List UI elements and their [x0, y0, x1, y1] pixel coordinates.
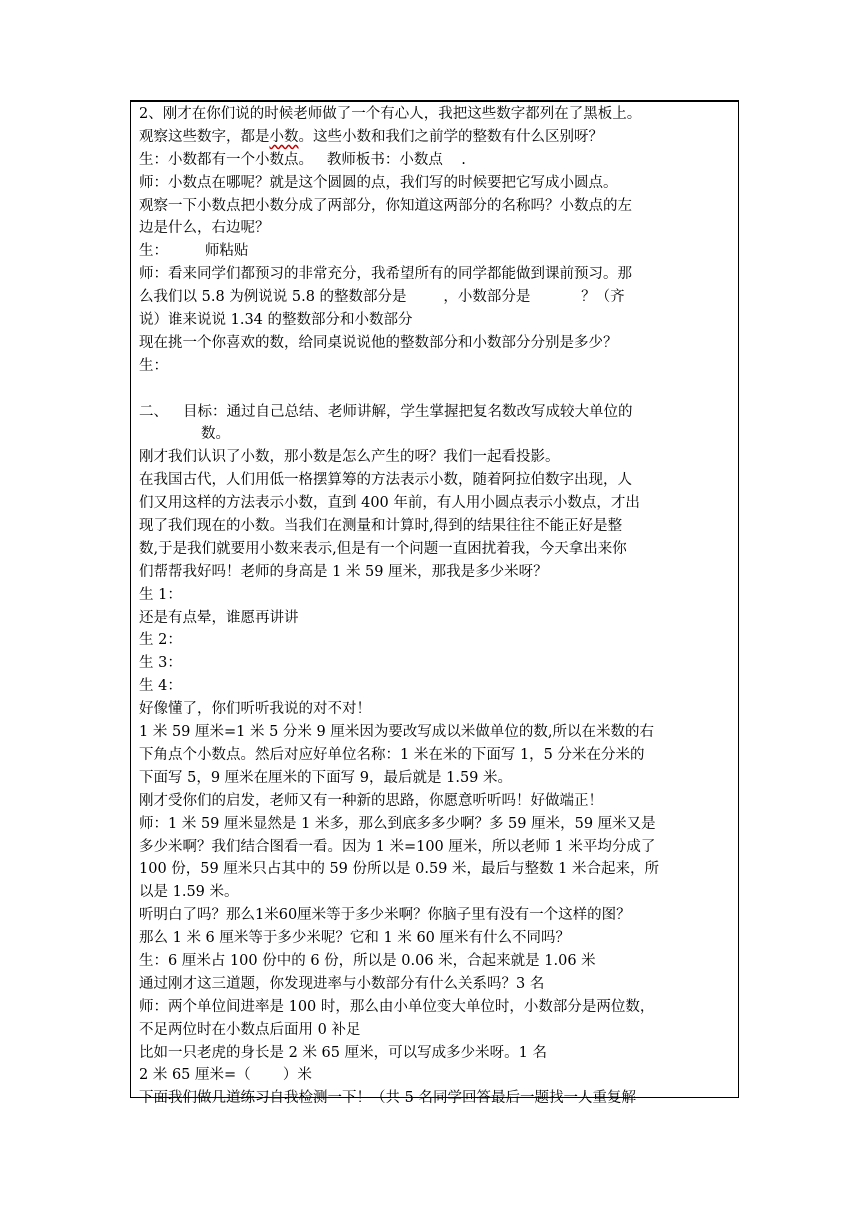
lesson-text: [139, 103, 735, 1110]
text-line: 么我们以 5.8 为例说说 5.8 的整数部分是 ，小数部分是 ？（齐: [139, 289, 625, 306]
text-line: 下角点个小数点。然后对应好单位名称：1 米在米的下面写 1，5 分米在分米的: [139, 746, 645, 763]
text-line: 说）谁来说说 1.34 的整数部分和小数部分: [139, 312, 413, 329]
text-line: 生 1：: [139, 586, 182, 603]
text-line: 还是有点晕，谁愿再讲讲: [139, 609, 299, 626]
text-line: 生：6 厘米占 100 份中的 6 份，所以是 0.06 米，合起来就是 1.06 米: [139, 952, 596, 969]
text-line: 师：1 米 59 厘米显然是 1 米多，那么到底多多少啊？多 59 厘米，59 厘米又是: [139, 815, 656, 832]
text-line: 那么 1 米 6 厘米等于多少米呢？它和 1 米 60 厘米有什么不同吗？: [139, 930, 570, 947]
text-line: [139, 126, 735, 149]
text-line: 生：: [139, 357, 168, 374]
blank-line: [139, 378, 735, 401]
text-line: 师：看来同学们都预习的非常充分，我希望所有的同学都能做到课前预习。那: [139, 266, 632, 283]
text-line: 比如一只老虎的身长是 2 米 65 厘米，可以写成多少米呀。1 名: [139, 1044, 547, 1061]
spellcheck-underlined-word: 小数: [269, 128, 299, 145]
text-line: 们帮帮我好吗！老师的身高是 1 米 59 厘米，那我是多少米呀？: [139, 563, 548, 580]
text-line: 1 米 59 厘米=1 米 5 分米 9 厘米因为要改写成以米做单位的数,所以在米数的右: [139, 724, 654, 741]
text-line: 2、刚才在你们说的时候老师做了一个有心人，我把这些数字都列在了黑板上。: [139, 106, 642, 122]
text-line: 师：两个单位间进率是 100 时，那么由小单位变大单位时，小数部分是两位数，: [139, 998, 655, 1015]
section-heading: [139, 401, 735, 424]
text-fragment: 。这些小数和我们之前学的整数有什么区别呀？: [298, 128, 603, 145]
text-line: 生 4：: [139, 678, 182, 695]
lesson-table-cell: [130, 100, 739, 1107]
text-line: 下面我们做几道练习自我检测一下！（共 5 名同学回答最后一题找一人重复解: [139, 1090, 636, 1107]
text-line: 生：小数都有一个小数点。 教师板书：小数点 .: [139, 151, 466, 168]
text-line: 以是 1.59 米。: [139, 884, 239, 901]
section-goal: 目标：通过自己总结、老师讲解，学生掌握把复名数改写成较大单位的: [183, 403, 633, 420]
text-line: 听明白了吗？那么1米60厘米等于多少米啊？你脑子里有没有一个这样的图？: [139, 907, 631, 924]
text-line: 生 2：: [139, 632, 182, 649]
text-line: 现在挑一个你喜欢的数，给同桌说说他的整数部分和小数部分分别是多少？: [139, 334, 618, 351]
text-line: 刚才受你们的启发，老师又有一种新的思路，你愿意听听吗！好做端正！: [139, 792, 603, 809]
text-fragment: 观察这些数字，都是: [139, 128, 270, 145]
text-line: 们又用这样的方法表示小数，直到 400 年前，有人用小圆点表示小数点，才出: [139, 495, 640, 512]
text-line: 数。: [201, 426, 230, 443]
text-line: 100 份，59 厘米只占其中的 59 份所以是 0.59 米，最后与整数 1 米合起来，所: [139, 861, 659, 878]
text-line: 观察一下小数点把小数分成了两部分，你知道这两部分的名称吗？小数点的左: [139, 197, 632, 214]
text-line: 在我国古代，人们用低一格摆算筹的方法表示小数，随着阿拉伯数字出现，人: [139, 472, 632, 489]
text-line: 生： 师粘贴: [139, 243, 249, 260]
text-line: 通过刚才这三道题，你发现进率与小数部分有什么关系吗？3 名: [139, 975, 545, 992]
text-line: 多少米啊？我们结合图看一看。因为 1 米=100 厘米，所以老师 1 米平均分成了: [139, 838, 656, 855]
text-line: 刚才我们认识了小数，那小数是怎么产生的呀？我们一起看投影。: [139, 449, 560, 466]
text-line: 数,于是我们就要用小数来表示,但是有一个问题一直困扰着我，今天拿出来你: [139, 540, 627, 557]
section-number: 二、: [139, 403, 168, 420]
text-line: 现了我们现在的小数。当我们在测量和计算时,得到的结果往往不能正好是整: [139, 518, 623, 535]
text-line: 生 3：: [139, 655, 182, 672]
text-line: 边是什么，右边呢？: [139, 220, 270, 237]
text-line: 下面写 5，9 厘米在厘米的下面写 9，最后就是 1.59 米。: [139, 769, 513, 786]
text-line: 好像懂了，你们听听我说的对不对！: [139, 701, 371, 718]
text-line: 不足两位时在小数点后面用 0 补足: [139, 1021, 361, 1038]
text-line: 师：小数点在哪呢？就是这个圆圆的点，我们写的时候要把它写成小圆点。: [139, 174, 618, 191]
text-line: 2 米 65 厘米=（ ）米: [139, 1067, 312, 1084]
